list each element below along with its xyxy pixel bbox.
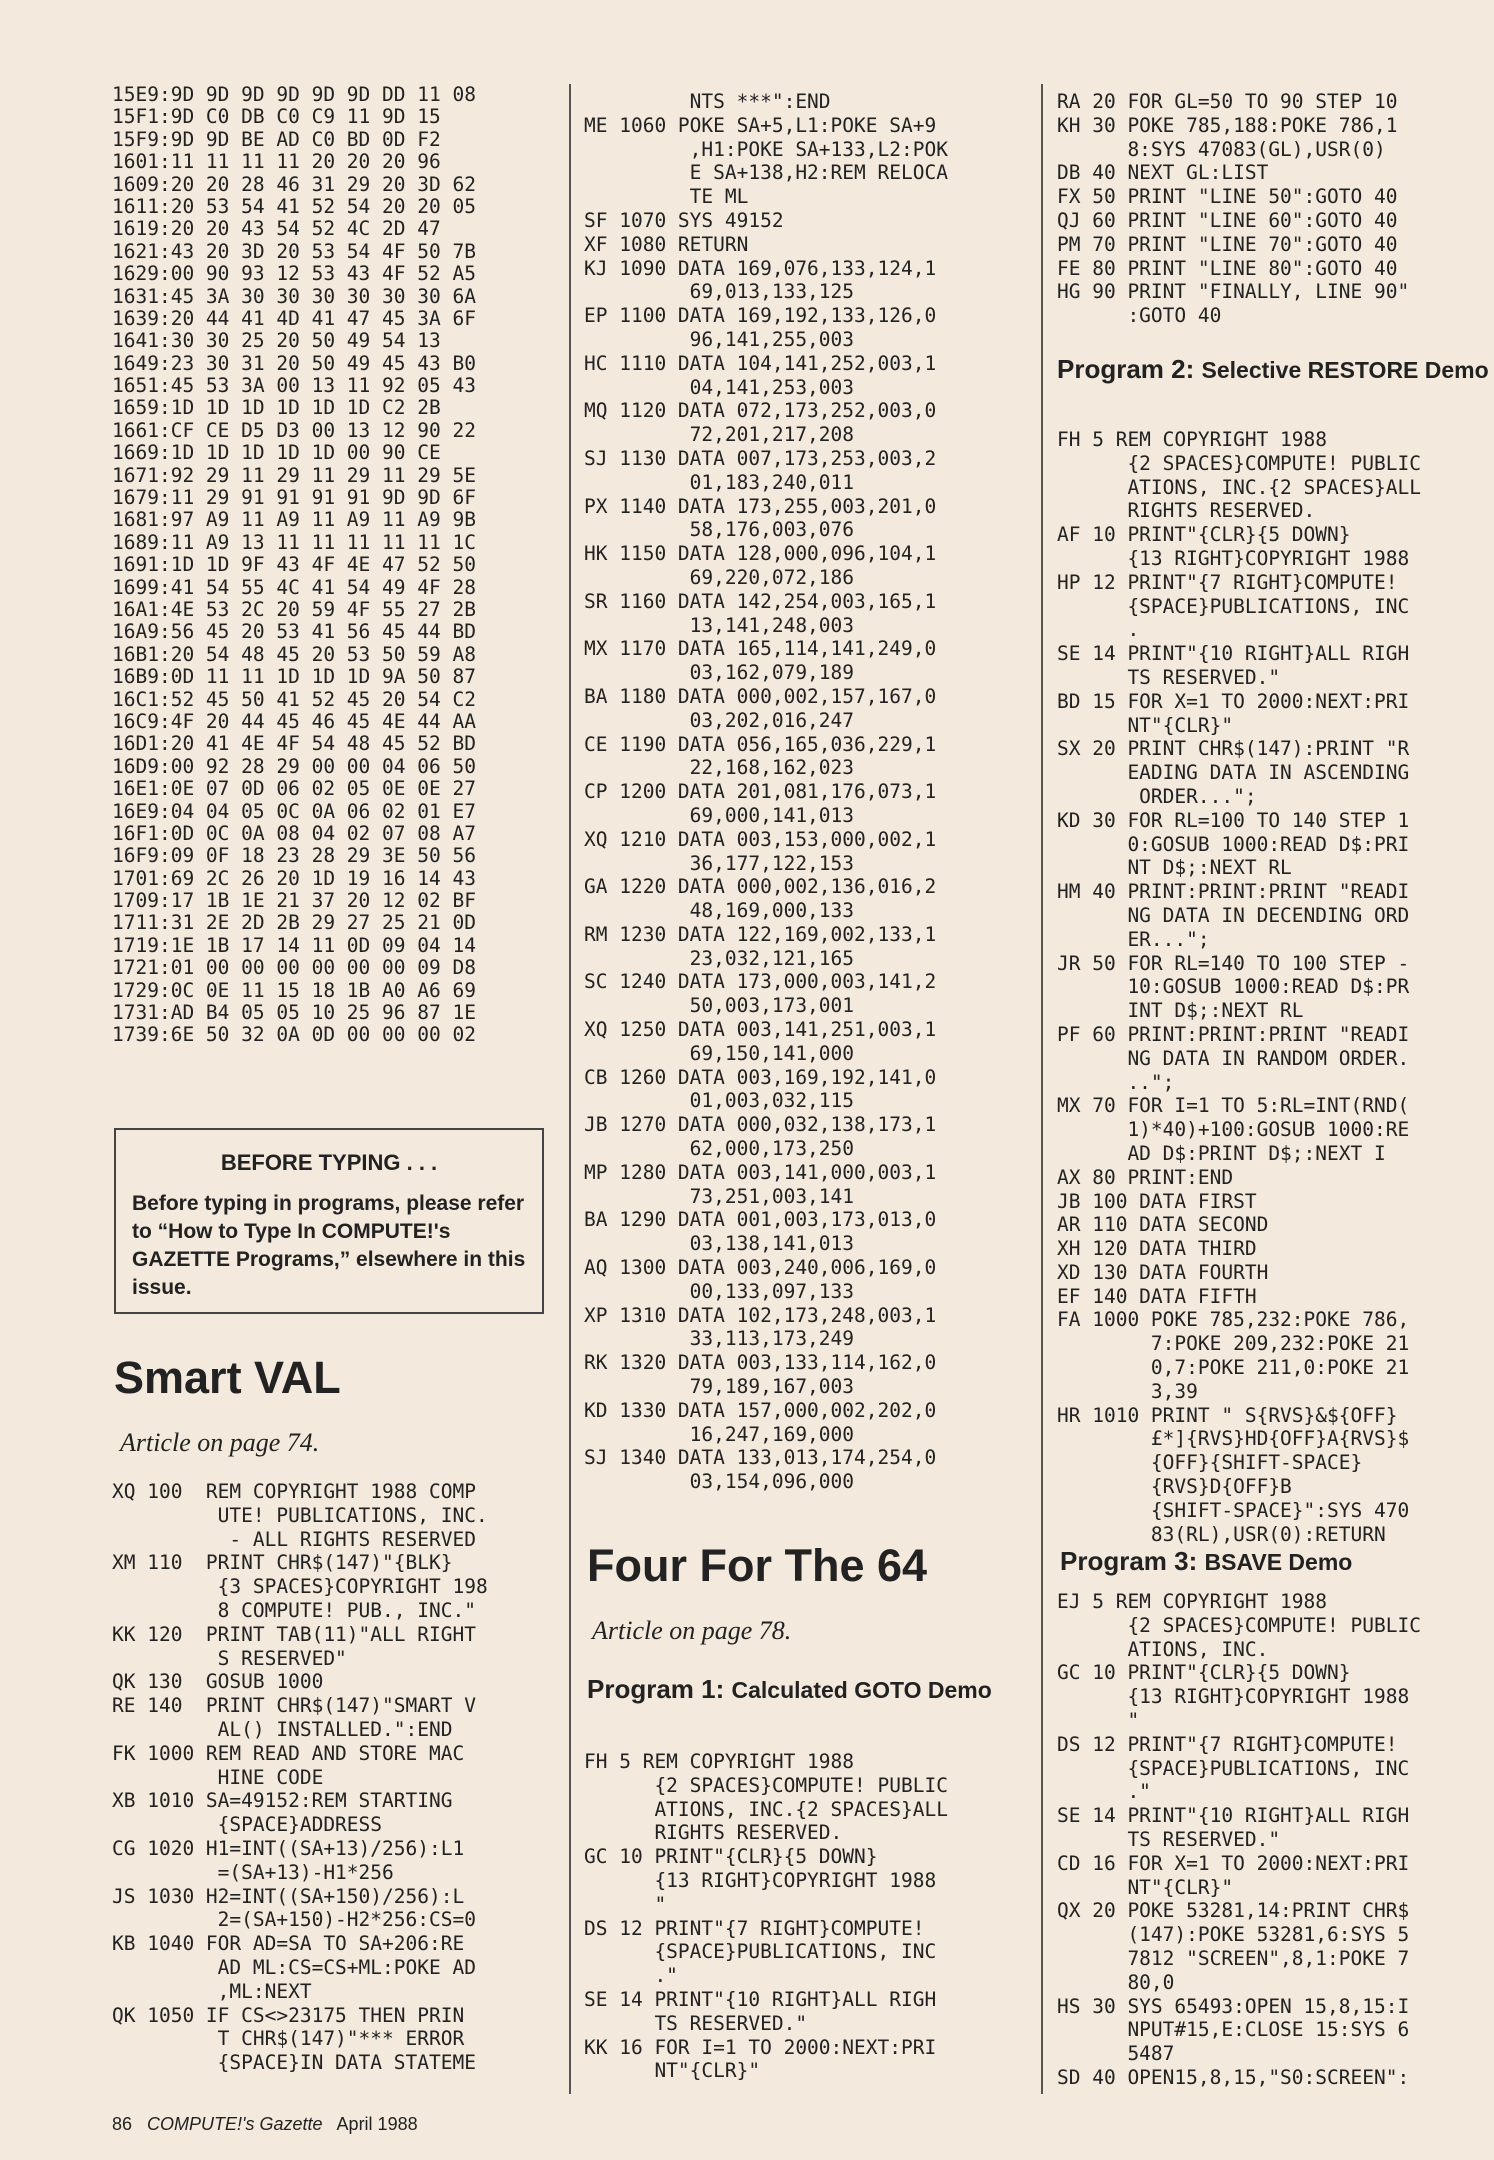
listing-line: TE ML <box>584 185 749 209</box>
listing-line: 16F1:0D 0C 0A 08 04 02 07 08 A7 <box>112 822 476 845</box>
listing-line: DS 12 PRINT"{7 RIGHT}COMPUTE! <box>1057 1732 1398 1756</box>
listing-line: 1711:31 2E 2D 2B 29 27 25 21 0D <box>112 912 476 935</box>
before-typing-title: BEFORE TYPING . . . <box>220 1150 438 1175</box>
listing-line: 1689:11 A9 13 11 11 11 11 11 1C <box>112 531 476 554</box>
listing-line: 03,138,141,013 <box>584 1232 855 1256</box>
listing-line: {3 SPACES}COPYRIGHT 198 <box>112 1575 488 1599</box>
listing-line: 22,168,162,023 <box>584 756 855 780</box>
listing-line: 2=(SA+150)-H2*256:CS=0 <box>112 1908 476 1932</box>
listing-line: 80,0 <box>1057 1970 1175 1994</box>
program2-name: Selective RESTORE Demo <box>1201 357 1489 383</box>
listing-line: AD ML:CS=CS+ML:POKE AD <box>112 1955 476 1979</box>
listing-line: XH 120 DATA THIRD <box>1057 1237 1257 1261</box>
listing-line: E SA+138,H2:REM RELOCA <box>584 161 948 185</box>
listing-line: HINE CODE <box>112 1765 324 1789</box>
listing-line: ,ML:NEXT <box>112 1979 312 2003</box>
listing-line: 1609:20 20 28 46 31 29 20 3D 62 <box>112 173 476 196</box>
listing-line: 96,141,255,003 <box>584 327 855 351</box>
before-typing-body: Before typing in programs, please refer to “How to Type In COMPUTE!'s GAZETTE Programs,” elsewhere in this issue. <box>132 1192 526 1299</box>
listing-line: 1719:1E 1B 17 14 11 0D 09 04 14 <box>112 934 476 957</box>
listing-line: 1679:11 29 91 91 91 91 9D 9D 6F <box>112 487 476 510</box>
column-divider <box>569 84 571 2094</box>
listing-line: AL() INSTALLED.":END <box>112 1717 453 1741</box>
listing-line: TS RESERVED." <box>1057 665 1281 689</box>
before-typing-box <box>114 1128 544 1314</box>
listing-line: 1619:20 20 43 54 52 4C 2D 47 <box>112 218 441 241</box>
listing-line: 48,169,000,133 <box>584 899 855 923</box>
listing-line: 1641:30 30 25 20 50 49 54 13 <box>112 330 441 353</box>
program3-heading <box>1060 1546 1494 1577</box>
listing-line: {2 SPACES}COMPUTE! PUBLIC <box>1057 1613 1421 1637</box>
listing-line: RIGHTS RESERVED. <box>1057 499 1316 523</box>
listing-line: ATIONS, INC.{2 SPACES}ALL <box>584 1797 948 1821</box>
listing-line: ORDER..."; <box>1057 784 1257 808</box>
listing-line: 83(RL),USR(0):RETURN <box>1057 1522 1386 1546</box>
listing-line: 10:GOSUB 1000:READ D$:PR <box>1057 975 1410 999</box>
listing-line: {SPACE}PUBLICATIONS, INC <box>584 1940 937 1964</box>
listing-line: 33,113,173,249 <box>584 1327 855 1351</box>
listing-line: 04,141,253,003 <box>584 375 855 399</box>
listing-line: EADING DATA IN ASCENDING <box>1057 761 1410 785</box>
listing-line: NT"{CLR}" <box>584 2059 761 2083</box>
listing-line: 03,154,096,000 <box>584 1470 855 1494</box>
listing-line: 8 COMPUTE! PUB., INC." <box>112 1598 476 1622</box>
listing-line: ME 1060 POKE SA+5,L1:POKE SA+9 <box>584 113 937 137</box>
listing-line: 1691:1D 1D 9F 43 4F 4E 47 52 50 <box>112 554 476 577</box>
listing-line: KD 1330 DATA 157,000,002,202,0 <box>584 1398 937 1422</box>
listing-line: - ALL RIGHTS RESERVED <box>112 1527 476 1551</box>
listing-line: ." <box>1057 1780 1151 1804</box>
listing-line: SE 14 PRINT"{10 RIGHT}ALL RIGH <box>584 1987 937 2011</box>
listing-line: GC 10 PRINT"{CLR}{5 DOWN} <box>584 1845 878 1869</box>
listing-line: 1701:69 2C 26 20 1D 19 16 14 43 <box>112 867 476 890</box>
listing-line: MX 70 FOR I=1 TO 5:RL=INT(RND( <box>1057 1094 1410 1118</box>
listing-line: JB 100 DATA FIRST <box>1057 1189 1257 1213</box>
listing-line: BD 15 FOR X=1 TO 2000:NEXT:PRI <box>1057 689 1410 713</box>
program1-listing <box>584 1750 1024 2083</box>
listing-line: RA 20 FOR GL=50 TO 90 STEP 10 <box>1057 90 1398 113</box>
listing-line: HR 1010 PRINT " S{RVS}&${OFF} <box>1057 1403 1398 1427</box>
listing-line: FH 5 REM COPYRIGHT 1988 <box>1057 428 1328 451</box>
listing-line: GA 1220 DATA 000,002,136,016,2 <box>584 875 937 899</box>
listing-line: SR 1160 DATA 142,254,003,165,1 <box>584 589 937 613</box>
listing-line: QX 20 POKE 53281,14:PRINT CHR$ <box>1057 1899 1410 1923</box>
listing-line: RIGHTS RESERVED. <box>584 1821 843 1845</box>
listing-line: NG DATA IN DECENDING ORD <box>1057 903 1410 927</box>
listing-line: " <box>1057 1708 1140 1732</box>
listing-line: AD D$:PRINT D$;:NEXT I <box>1057 1141 1386 1165</box>
listing-line: 16C1:52 45 50 41 52 45 20 54 C2 <box>112 688 476 711</box>
listing-line: KB 1040 FOR AD=SA TO SA+206:RE <box>112 1932 465 1956</box>
page-number: 86 <box>112 2114 133 2134</box>
listing-line: 69,150,141,000 <box>584 1041 855 1065</box>
listing-line: FX 50 PRINT "LINE 50":GOTO 40 <box>1057 185 1398 209</box>
listing-line: 16E9:04 04 05 0C 0A 06 02 01 E7 <box>112 800 476 823</box>
listing-line: RM 1230 DATA 122,169,002,133,1 <box>584 922 937 946</box>
program1-listing-continued <box>1057 90 1494 328</box>
listing-line: TS RESERVED." <box>1057 1827 1281 1851</box>
listing-line: RK 1320 DATA 003,133,114,162,0 <box>584 1351 937 1375</box>
listing-line: EJ 5 REM COPYRIGHT 1988 <box>1057 1590 1328 1613</box>
listing-line: 5487 <box>1057 2042 1175 2066</box>
listing-line: 7812 "SCREEN",8,1:POKE 7 <box>1057 1946 1410 1970</box>
listing-line: 15F1:9D C0 DB C0 C9 11 9D 15 <box>112 106 441 129</box>
listing-line: NPUT#15,E:CLOSE 15:SYS 6 <box>1057 2018 1410 2042</box>
listing-line: NTS ***":END <box>584 90 831 113</box>
listing-line: XQ 100 REM COPYRIGHT 1988 COMP <box>112 1480 476 1503</box>
listing-line: DB 40 NEXT GL:LIST <box>1057 161 1269 185</box>
listing-line: SJ 1340 DATA 133,013,174,254,0 <box>584 1446 937 1470</box>
listing-line: RE 140 PRINT CHR$(147)"SMART V <box>112 1694 476 1718</box>
listing-line: BA 1290 DATA 001,003,173,013,0 <box>584 1208 937 1232</box>
listing-line: 16F9:09 0F 18 23 28 29 3E 50 56 <box>112 845 476 868</box>
listing-line: HC 1110 DATA 104,141,252,003,1 <box>584 351 937 375</box>
listing-line: PM 70 PRINT "LINE 70":GOTO 40 <box>1057 232 1398 256</box>
listing-line: {13 RIGHT}COPYRIGHT 1988 <box>1057 546 1410 570</box>
listing-line: 0:GOSUB 1000:READ D$:PRI <box>1057 832 1410 856</box>
listing-line: CB 1260 DATA 003,169,192,141,0 <box>584 1065 937 1089</box>
listing-line: DS 12 PRINT"{7 RIGHT}COMPUTE! <box>584 1916 925 1940</box>
listing-line: {RVS}D{OFF}B <box>1057 1475 1292 1499</box>
listing-line: QK 1050 IF CS<>23175 THEN PRIN <box>112 2003 465 2027</box>
listing-line: XF 1080 RETURN <box>584 232 749 256</box>
listing-line: KD 30 FOR RL=100 TO 140 STEP 1 <box>1057 808 1410 832</box>
listing-line: 16A9:56 45 20 53 41 56 45 44 BD <box>112 621 476 644</box>
program2-listing <box>1057 428 1494 1546</box>
listing-line: CE 1190 DATA 056,165,036,229,1 <box>584 732 937 756</box>
listing-line: {SPACE}PUBLICATIONS, INC <box>1057 1756 1410 1780</box>
program1-heading <box>587 1674 1027 1705</box>
listing-line: EF 140 DATA FIFTH <box>1057 1284 1257 1308</box>
listing-line: 01,003,032,115 <box>584 1089 855 1113</box>
listing-line: NT D$;:NEXT RL <box>1057 856 1292 880</box>
listing-line: XQ 1210 DATA 003,153,000,002,1 <box>584 827 937 851</box>
listing-line: 1611:20 53 54 41 52 54 20 20 05 <box>112 195 476 218</box>
listing-line: {2 SPACES}COMPUTE! PUBLIC <box>1057 451 1421 475</box>
listing-line: £*]{RVS}HD{OFF}A{RVS}$ <box>1057 1427 1410 1451</box>
listing-line: 36,177,122,153 <box>584 851 855 875</box>
listing-line: MP 1280 DATA 003,141,000,003,1 <box>584 1160 937 1184</box>
listing-line: 16A1:4E 53 2C 20 59 4F 55 27 2B <box>112 598 476 621</box>
listing-line: KH 30 POKE 785,188:POKE 786,1 <box>1057 113 1398 137</box>
listing-line: 01,183,240,011 <box>584 470 855 494</box>
listing-line: AR 110 DATA SECOND <box>1057 1213 1269 1237</box>
listing-line: XM 110 PRINT CHR$(147)"{BLK} <box>112 1551 453 1575</box>
listing-line: CD 16 FOR X=1 TO 2000:NEXT:PRI <box>1057 1851 1410 1875</box>
listing-line: HM 40 PRINT:PRINT:PRINT "READI <box>1057 880 1410 904</box>
listing-line: 1621:43 20 3D 20 53 54 4F 50 7B <box>112 240 476 263</box>
listing-line: QJ 60 PRINT "LINE 60":GOTO 40 <box>1057 208 1398 232</box>
listing-line: 03,162,079,189 <box>584 661 855 685</box>
smart-val-listing-continued <box>584 90 1024 1494</box>
listing-line: SE 14 PRINT"{10 RIGHT}ALL RIGH <box>1057 642 1410 666</box>
listing-line: 00,133,097,133 <box>584 1279 855 1303</box>
listing-line: 1731:AD B4 05 05 10 25 96 87 1E <box>112 1002 476 1025</box>
listing-line: AQ 1300 DATA 003,240,006,169,0 <box>584 1256 937 1280</box>
listing-line: {SPACE}ADDRESS <box>112 1813 383 1837</box>
column-divider <box>1041 84 1043 2094</box>
listing-line: 50,003,173,001 <box>584 994 855 1018</box>
listing-line: MX 1170 DATA 165,114,141,249,0 <box>584 637 937 661</box>
listing-line: HP 12 PRINT"{7 RIGHT}COMPUTE! <box>1057 570 1398 594</box>
listing-line: {OFF}{SHIFT-SPACE} <box>1057 1451 1363 1475</box>
hex-dump-listing <box>112 84 550 1047</box>
listing-line: SF 1070 SYS 49152 <box>584 208 784 232</box>
listing-line: 1601:11 11 11 11 20 20 20 96 <box>112 151 441 174</box>
smart-val-title: Smart VAL <box>114 1352 341 1403</box>
listing-line: HS 30 SYS 65493:OPEN 15,8,15:I <box>1057 1994 1410 2018</box>
listing-line: 0,7:POKE 211,0:POKE 21 <box>1057 1356 1410 1380</box>
listing-line: 8:SYS 47083(GL),USR(0) <box>1057 137 1386 161</box>
listing-line: JR 50 FOR RL=140 TO 100 STEP - <box>1057 951 1410 975</box>
listing-line: 69,220,072,186 <box>584 565 855 589</box>
listing-line: FH 5 REM COPYRIGHT 1988 <box>584 1750 855 1773</box>
listing-line: 16C9:4F 20 44 45 46 45 4E 44 AA <box>112 710 476 733</box>
publication-name: COMPUTE!'s Gazette <box>147 2114 323 2134</box>
listing-line: 79,189,167,003 <box>584 1375 855 1399</box>
listing-line: 1729:0C 0E 11 15 18 1B A0 A6 69 <box>112 979 476 1002</box>
listing-line: 1681:97 A9 11 A9 11 A9 11 A9 9B <box>112 509 476 532</box>
listing-line: =(SA+13)-H1*256 <box>112 1860 394 1884</box>
listing-line: XP 1310 DATA 102,173,248,003,1 <box>584 1303 937 1327</box>
four-for-64-subtitle: Article on page 78. <box>592 1616 792 1645</box>
listing-line: XQ 1250 DATA 003,141,251,003,1 <box>584 1018 937 1042</box>
listing-line: 1659:1D 1D 1D 1D 1D 1D C2 2B <box>112 397 441 420</box>
listing-line: 23,032,121,165 <box>584 946 855 970</box>
listing-line: CP 1200 DATA 201,081,176,073,1 <box>584 780 937 804</box>
listing-line: JS 1030 H2=INT((SA+150)/256):L <box>112 1884 465 1908</box>
listing-line: AF 10 PRINT"{CLR}{5 DOWN} <box>1057 523 1351 547</box>
listing-line: 03,202,016,247 <box>584 708 855 732</box>
listing-line: 3,39 <box>1057 1379 1198 1403</box>
listing-line: {SPACE}IN DATA STATEME <box>112 2051 476 2075</box>
listing-line: 1709:17 1B 1E 21 37 20 12 02 BF <box>112 890 476 913</box>
listing-line: .."; <box>1057 1070 1175 1094</box>
listing-line: KJ 1090 DATA 169,076,133,124,1 <box>584 256 937 280</box>
listing-line: ." <box>584 1964 678 1988</box>
listing-line: (147):POKE 53281,6:SYS 5 <box>1057 1923 1410 1947</box>
listing-line: FK 1000 REM READ AND STORE MAC <box>112 1741 465 1765</box>
listing-line: MQ 1120 DATA 072,173,252,003,0 <box>584 399 937 423</box>
program1-prefix: Program 1: <box>587 1674 725 1704</box>
listing-line: CG 1020 H1=INT((SA+13)/256):L1 <box>112 1836 465 1860</box>
listing-line: GC 10 PRINT"{CLR}{5 DOWN} <box>1057 1661 1351 1685</box>
listing-line: T CHR$(147)"*** ERROR <box>112 2027 465 2051</box>
program2-prefix: Program 2: <box>1057 354 1195 384</box>
listing-line: 73,251,003,141 <box>584 1184 855 1208</box>
listing-line: FE 80 PRINT "LINE 80":GOTO 40 <box>1057 256 1398 280</box>
listing-line: 1)*40)+100:GOSUB 1000:RE <box>1057 1118 1410 1142</box>
listing-line: 16D1:20 41 4E 4F 54 48 45 52 BD <box>112 733 476 756</box>
listing-line: KK 16 FOR I=1 TO 2000:NEXT:PRI <box>584 2035 937 2059</box>
listing-line: 1699:41 54 55 4C 41 54 49 4F 28 <box>112 576 476 599</box>
listing-line: XD 130 DATA FOURTH <box>1057 1260 1269 1284</box>
listing-line: ATIONS, INC.{2 SPACES}ALL <box>1057 475 1421 499</box>
listing-line: 15E9:9D 9D 9D 9D 9D 9D DD 11 08 <box>112 84 476 106</box>
listing-line: SC 1240 DATA 173,000,003,141,2 <box>584 970 937 994</box>
listing-line: 16E1:0E 07 0D 06 02 05 0E 0E 27 <box>112 778 476 801</box>
listing-line: {SPACE}PUBLICATIONS, INC <box>1057 594 1410 618</box>
four-for-64-title: Four For The 64 <box>587 1540 928 1591</box>
listing-line: SJ 1130 DATA 007,173,253,003,2 <box>584 446 937 470</box>
listing-line: {SHIFT-SPACE}":SYS 470 <box>1057 1498 1410 1522</box>
listing-line: 15F9:9D 9D BE AD C0 BD 0D F2 <box>112 128 441 151</box>
listing-line: 16B9:0D 11 11 1D 1D 1D 9A 50 87 <box>112 666 476 689</box>
listing-line: 1651:45 53 3A 00 13 11 92 05 43 <box>112 375 476 398</box>
listing-line: . <box>1057 618 1140 642</box>
listing-line: 1631:45 3A 30 30 30 30 30 30 6A <box>112 285 476 308</box>
program3-name: BSAVE Demo <box>1204 1549 1353 1575</box>
listing-line: 1721:01 00 00 00 00 00 00 09 D8 <box>112 957 476 980</box>
listing-line: SD 40 OPEN15,8,15,"S0:SCREEN": <box>1057 2065 1410 2089</box>
listing-line: NT"{CLR}" <box>1057 1875 1234 1899</box>
listing-line: 16D9:00 92 28 29 00 00 04 06 50 <box>112 755 476 778</box>
listing-line: SE 14 PRINT"{10 RIGHT}ALL RIGH <box>1057 1804 1410 1828</box>
listing-line: HK 1150 DATA 128,000,096,104,1 <box>584 542 937 566</box>
listing-line: 69,013,133,125 <box>584 280 855 304</box>
listing-line: EP 1100 DATA 169,192,133,126,0 <box>584 304 937 328</box>
listing-line: {2 SPACES}COMPUTE! PUBLIC <box>584 1773 948 1797</box>
page-footer <box>112 2114 418 2135</box>
listing-line: 1669:1D 1D 1D 1D 1D 00 90 CE <box>112 442 441 465</box>
listing-line: JB 1270 DATA 000,032,138,173,1 <box>584 1113 937 1137</box>
program2-heading <box>1057 354 1494 385</box>
listing-line: SX 20 PRINT CHR$(147):PRINT "R <box>1057 737 1410 761</box>
listing-line: 7:POKE 209,232:POKE 21 <box>1057 1332 1410 1356</box>
listing-line: ,H1:POKE SA+133,L2:POK <box>584 137 948 161</box>
issue-date: April 1988 <box>336 2114 418 2134</box>
listing-line: 58,176,003,076 <box>584 518 855 542</box>
listing-line: 1639:20 44 41 4D 41 47 45 3A 6F <box>112 307 476 330</box>
listing-line: {13 RIGHT}COPYRIGHT 1988 <box>584 1868 937 1892</box>
listing-line: 1629:00 90 93 12 53 43 4F 52 A5 <box>112 263 476 286</box>
listing-line: 62,000,173,250 <box>584 1137 855 1161</box>
listing-line: ATIONS, INC. <box>1057 1637 1269 1661</box>
listing-line: 72,201,217,208 <box>584 423 855 447</box>
listing-line: XB 1010 SA=49152:REM STARTING <box>112 1789 453 1813</box>
listing-line: 13,141,248,003 <box>584 613 855 637</box>
program1-name: Calculated GOTO Demo <box>731 1677 992 1703</box>
listing-line: 1649:23 30 31 20 50 49 45 43 B0 <box>112 352 476 375</box>
listing-line: :GOTO 40 <box>1057 304 1222 328</box>
listing-line: BA 1180 DATA 000,002,157,167,0 <box>584 684 937 708</box>
listing-line: PX 1140 DATA 173,255,003,201,0 <box>584 494 937 518</box>
listing-line: 1671:92 29 11 29 11 29 11 29 5E <box>112 464 476 487</box>
listing-line: NG DATA IN RANDOM ORDER. <box>1057 1046 1410 1070</box>
listing-line: FA 1000 POKE 785,232:POKE 786, <box>1057 1308 1410 1332</box>
listing-line: HG 90 PRINT "FINALLY, LINE 90" <box>1057 280 1410 304</box>
listing-line: PF 60 PRINT:PRINT:PRINT "READI <box>1057 1022 1410 1046</box>
listing-line: NT"{CLR}" <box>1057 713 1234 737</box>
listing-line: KK 120 PRINT TAB(11)"ALL RIGHT <box>112 1622 476 1646</box>
smart-val-listing <box>112 1480 550 2075</box>
listing-line: TS RESERVED." <box>584 2011 808 2035</box>
listing-line: ER..."; <box>1057 927 1210 951</box>
program3-listing <box>1057 1590 1494 2090</box>
listing-line: S RESERVED" <box>112 1646 347 1670</box>
smart-val-subtitle: Article on page 74. <box>120 1428 320 1457</box>
listing-line: 1661:CF CE D5 D3 00 13 12 90 22 <box>112 419 476 442</box>
listing-line: INT D$;:NEXT RL <box>1057 999 1304 1023</box>
listing-line: 69,000,141,013 <box>584 803 855 827</box>
program3-prefix: Program 3: <box>1060 1546 1198 1576</box>
listing-line: {13 RIGHT}COPYRIGHT 1988 <box>1057 1685 1410 1709</box>
listing-line: " <box>584 1892 667 1916</box>
listing-line: AX 80 PRINT:END <box>1057 1165 1234 1189</box>
listing-line: 16B1:20 54 48 45 20 53 50 59 A8 <box>112 643 476 666</box>
listing-line: 1739:6E 50 32 0A 0D 00 00 00 02 <box>112 1024 476 1047</box>
listing-line: UTE! PUBLICATIONS, INC. <box>112 1503 488 1527</box>
listing-line: 16,247,169,000 <box>584 1422 855 1446</box>
listing-line: QK 130 GOSUB 1000 <box>112 1670 324 1694</box>
